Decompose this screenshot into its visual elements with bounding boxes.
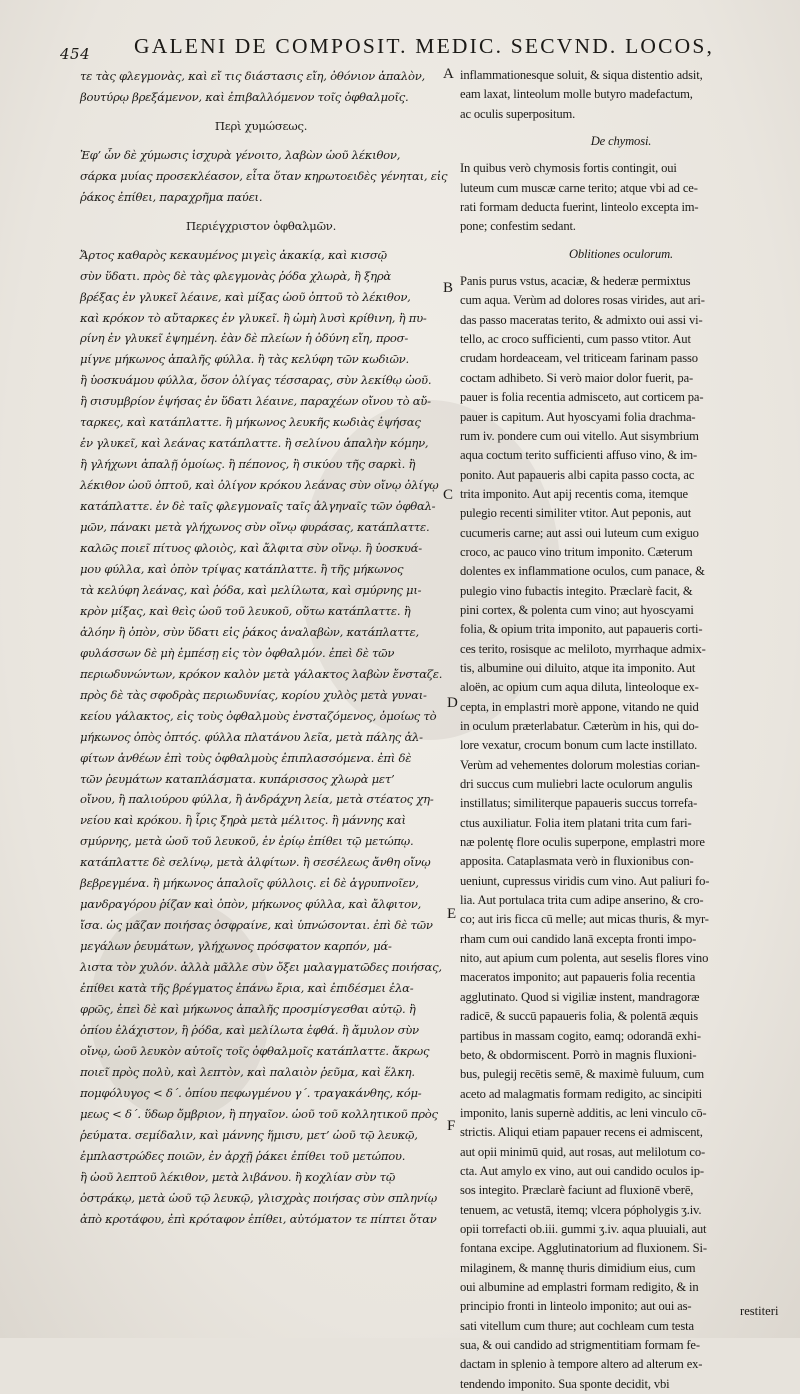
text-line: beto, & obdormiscent. Porrò in magnis fluxioni- bbox=[460, 1047, 697, 1062]
text-line: οἴνῳ, ὠοῦ λευκὸν αὐτοῖς τοῖς ὀφθαλμοῖς κατάπλαττε. ἄκρως bbox=[80, 1043, 430, 1058]
text-line: πομφόλυγος < δ΄. ὀπίου πεφωγμένου γ΄. τραγακάνθης, κόμ- bbox=[80, 1085, 422, 1100]
text-line: ἢ ὑοσκυάμου φύλλα, ὅσον ὀλίγας τέσσαρας, σὺν λεκίθῳ ὠοῦ. bbox=[80, 373, 432, 388]
greek-text-column bbox=[80, 66, 448, 1229]
text-line: pauer is folia recentia admisceto, aut corticem pa- bbox=[460, 390, 704, 405]
text-line: ἐπίθει κατὰ τῆς βρέγματος ἐπάνω ἔρια, καὶ ἐπιδέσμει ἐλα- bbox=[80, 981, 414, 996]
text-line: φρῶς, ἐπεὶ δὲ καὶ μήκωνος ἁπαλῆς προσμίσγεσθαι αὐτῷ. ἢ bbox=[80, 1001, 416, 1016]
text-line: Verùm ad vehementes dolorum molestias corian- bbox=[460, 757, 700, 772]
text-line: ἴσα. ὡς μᾶζαν ποιήσας ὀσφραίνε, καὶ ὑπνώσονται. ἐπὶ δὲ τῶν bbox=[80, 918, 433, 933]
text-line: μῶν, πάνακι μετὰ γλήχωνος σὺν οἴνῳ φυράσας, κατάπλαττε. bbox=[80, 520, 430, 535]
text-line: ctus auxiliatur. Folia item platani trita cum fari- bbox=[460, 815, 692, 830]
text-line: καὶ κρόκον τὸ αὔταρκες ἐν γλυκεῖ. ἢ ὠμὴ λυσὶ κρίθινη, ἢ πυ- bbox=[80, 310, 427, 325]
line-spacer bbox=[80, 208, 442, 216]
section-heading: Oblitiones oculorum. bbox=[568, 246, 674, 261]
section-heading: De chymosi. bbox=[590, 134, 652, 149]
line-spacer bbox=[460, 124, 782, 132]
text-line: dolentes ex inflammatione oculos, cum panace, & bbox=[460, 564, 705, 579]
text-line: ὀπίου ἐλάχιστον, ἢ ῥόδα, καὶ μελίλωτα ἑφθά. ἢ ἄμυλον σὺν bbox=[80, 1022, 419, 1037]
margin-letter-e: E bbox=[447, 906, 457, 922]
text-line: ponito. Aut papaueris albi capita passo cocta, ac bbox=[460, 467, 695, 482]
text-line: pone; confestim sedant. bbox=[460, 219, 576, 234]
text-line: eam laxat, linteolum molle butyro madefactum, bbox=[460, 87, 693, 102]
text-line: instillatus; similiterque papaueris succus torrefa- bbox=[460, 796, 698, 811]
line-spacer bbox=[460, 237, 782, 245]
text-line: ὀστράκῳ, μετὰ ὠοῦ τῷ λευκῷ, γλισχρὰς ποιήσας σὺν σπληνίῳ bbox=[80, 1190, 437, 1205]
text-line: lia. Aut portulaca trita cum adipe anserino, & cro- bbox=[460, 893, 704, 908]
text-line: φίτων ἀνθέων ἐπὶ τοὺς ὀφθαλμοὺς ἐπιπλασσόμενα. ἐπὶ δὲ bbox=[80, 750, 412, 765]
text-line: pini cortex, & polenta cum vino; aut hyoscyami bbox=[460, 602, 694, 617]
text-line: ἐμπλαστρώδες ποιῶν, ἐν ἀρχῇ ῥάκει ἐπίθει τοῦ μετώπου. bbox=[80, 1148, 406, 1163]
text-line: milaginem, & mannę thuris dimidium eius, cum bbox=[460, 1260, 696, 1275]
text-line: in oculum præterlabatur. Cæterùm in his, qui do- bbox=[460, 719, 699, 733]
line-spacer bbox=[80, 108, 442, 116]
text-line: βεβρεγμένα. ἢ μήκωνος ἁπαλοῖς φύλλοις. εἰ δὲ ἀγρυπνοῖεν, bbox=[80, 876, 419, 891]
text-line: ac oculis superpositum. bbox=[460, 106, 576, 121]
text-line: ῥεύματα. σεμίδαλιν, καὶ μάννης ἥμισυ, μετ’ ὠοῦ τῷ λευκῷ, bbox=[80, 1127, 418, 1142]
text-line: pulegio recenti similiter vtitor. Aut peponis, aut bbox=[460, 506, 692, 521]
text-line: ῥάκος ἐπίθει, παραχρῆμα παύει. bbox=[80, 189, 263, 204]
text-line: dri succus cum muliebri lacte oculorum angulis bbox=[460, 777, 693, 792]
section-heading: Περὶ χυμώσεως. bbox=[214, 118, 308, 133]
text-line: apposita. Cataplasmata verò in fluxionibus con- bbox=[460, 854, 694, 869]
text-line: aceto ad malagmatis formam redigito, ac sincipiti bbox=[460, 1086, 702, 1101]
text-line: ταρκες, καὶ κατάπλαττε. ἢ μήκωνος λευκῆς κωδιὰς ἑψήσας bbox=[80, 415, 421, 430]
text-line: ces terito, rosisque ac meliloto, myrrhaque admix- bbox=[460, 641, 706, 656]
text-line: μεως < δ΄. ὕδωρ ὄμβριον, ἢ πηγαῖον. ὠοῦ τοῦ κολλητικοῦ πρὸς bbox=[80, 1106, 438, 1121]
text-line: trita imponito. Aut apij recentis coma, itemque bbox=[460, 486, 688, 501]
text-line: βουτύρῳ βρεξάμενον, καὶ ἐπιβαλλόμενον τοῖς ὀφθαλμοῖς. bbox=[80, 89, 409, 104]
text-line: nito, aut apium cum polenta, aut seselis flores vino bbox=[460, 951, 709, 966]
text-line: τῶν ῥευμάτων καταπλάσματα. κυπάρισσος χλωρὰ μετ’ bbox=[80, 771, 395, 786]
text-line: μήκωνος ὀπὸς ὀπτός. φύλλα πλατάνου λεῖα, μετὰ πάλης ἀλ- bbox=[80, 729, 423, 744]
text-line: luteum cum muscæ carne terito; atque vbi ad ce- bbox=[460, 180, 698, 195]
text-line: μανδραγόρου ῥίζαν καὶ ὀπὸν, μήκωνος φύλλα, καὶ ἄλφιτον, bbox=[80, 897, 422, 912]
text-line: μεγάλων ῥευμάτων, γλήχωνος πρόσφατον καρπόν, μά- bbox=[80, 939, 392, 954]
text-line: rham cum oui candido lanā excepta fronti impo- bbox=[460, 931, 697, 946]
text-line: partibus in massam cogito, eamq; odorandā exhi- bbox=[460, 1028, 701, 1043]
margin-letter-f: F bbox=[447, 1118, 456, 1134]
text-line: folia, & opium trita imponito, aut papaueris corti- bbox=[460, 622, 703, 637]
text-line: τὰ κελύφη λεάνας, καὶ ῥόδα, καὶ μελίλωτα, καὶ σμύρνης μι- bbox=[80, 582, 422, 597]
line-spacer bbox=[460, 151, 782, 159]
margin-letter-c: C bbox=[443, 487, 454, 503]
line-spacer bbox=[80, 137, 442, 145]
text-line: bus, pulegij recētis semē, & maximè fuluum, cum bbox=[460, 1067, 705, 1082]
text-line: κρὸν μίξας, καὶ θεὶς ὠοῦ τοῦ λευκοῦ, οὕτω κατάπλαττε. ἢ bbox=[80, 603, 411, 618]
text-line: μου φύλλα, καὶ ὀπὸν τρίψας κατάπλαττε. ἢ τῆς μήκωνος bbox=[80, 561, 404, 576]
text-line: φυλάσσων δὲ μὴ ἐμπέσῃ εἰς τὸν ὀφθαλμόν. ἐπεὶ δὲ τῶν bbox=[80, 645, 395, 660]
text-line: coctam adhibeto. Si verò maior dolor fuerit, pa- bbox=[460, 370, 694, 385]
text-line: sos integito. Præclarè faciunt ad fluxionē vberē, bbox=[460, 1183, 694, 1198]
text-line: Ἐφ’ ὧν δὲ χύμωσις ἰσχυρὰ γένοιτο, λαβὼν ὠοῦ λέκιθον, bbox=[80, 147, 401, 162]
text-line: inflammationesque soluit, & siqua distentio adsit, bbox=[460, 68, 703, 82]
text-line: tis, albumine oui diluito, atque ita imponito. Aut bbox=[460, 660, 696, 675]
text-line: radicē, & succū papaueris folia, & polentā æquis bbox=[460, 1009, 698, 1024]
margin-letter-b: B bbox=[443, 280, 454, 296]
text-line: νείου καὶ κρόκου. ἢ ἶρις ξηρὰ μετὰ μέλιτος. ἢ μάννης καὶ bbox=[80, 813, 406, 828]
text-line: ἀλόην ἢ ὀπὸν, σὺν ὕδατι εἰς ῥάκος ἀναλαβὼν, κατάπλαττε, bbox=[80, 624, 419, 639]
margin-letter-d: D bbox=[447, 695, 458, 711]
text-line: βρέξας ἐν γλυκεῖ λέαινε, καὶ μίξας ὠοῦ ὀπτοῦ τὸ λέκιθον, bbox=[80, 289, 411, 304]
text-line: περιωδυνώντων, κρόκον καλὸν μετὰ γάλακτος λαβὼν ἔνσταζε. bbox=[80, 666, 443, 681]
running-head: GALENI DE COMPOSIT. MEDIC. SECVND. LOCOS, bbox=[134, 34, 715, 58]
text-line: tenuem, ac vetustā, itemq; vlcera pópholygis ʒ.iv. bbox=[460, 1202, 702, 1217]
text-line: lore vexatur, crocum bonum cum lacte instillato. bbox=[460, 738, 698, 753]
text-line: imponito, lanis supernè additis, ac leni vinculo cō- bbox=[460, 1105, 707, 1120]
text-line: maceratos imponito; aut papaueris folia recentia bbox=[460, 970, 696, 985]
text-line: strictis. Aliqui etiam papauer recens ei admiscent, bbox=[460, 1125, 703, 1140]
text-line: croco, ac pauco vino tritum imponito. Cæterum bbox=[460, 544, 693, 559]
text-line: λιστα τὸν χυλόν. ἀλλὰ μᾶλλε σὺν ὄξει μαλαγματῶδες ποιήσας, bbox=[80, 960, 442, 975]
text-line: rati formam deducta fuerint, linteolo excepta im- bbox=[460, 200, 699, 215]
text-line: cepta, in emplastri morè appone, vitando ne quid bbox=[460, 699, 699, 714]
text-line: das passo maceratas terito, & admixto oui assi vi- bbox=[460, 312, 703, 327]
text-line: ἢ σισυμβρίον ἑψήσας ἐν ὕδατι λέαινε, παραχέων οἴνου τὸ αὔ- bbox=[80, 394, 431, 409]
text-line: σάρκα μυίας προσεκλέασον, εἶτα ὅταν κηρωτοειδὲς γένηται, εἰς bbox=[80, 168, 448, 183]
text-line: co; aut iris ficca cū melle; aut micas thuris, & myr- bbox=[460, 912, 709, 927]
line-spacer bbox=[80, 237, 442, 245]
text-line: tendendo imponito. Sua sponte decidit, vbi bbox=[460, 1376, 670, 1391]
line-spacer bbox=[460, 264, 782, 272]
text-line: ἢ ὠοῦ λεπτοῦ λέκιθον, μετὰ λιβάνου. ἢ κοχλίαν σὺν τῷ bbox=[80, 1169, 396, 1184]
text-line: Ἄρτος καθαρὸς κεκαυμένος μιγεὶς ἀκακίᾳ, καὶ κισσῷ bbox=[80, 247, 387, 262]
text-line: dactam in splenio à tempore altero ad alterum ex- bbox=[460, 1357, 703, 1372]
text-line: σὺν ὕδατι. πρὸς δὲ τὰς φλεγμονὰς ῥόδα χλωρὰ, ἢ ξηρὰ bbox=[80, 268, 391, 283]
latin-text-column bbox=[460, 66, 782, 1394]
text-line: pulegio vino fubactis integito. Præclarè facit, & bbox=[460, 583, 693, 598]
text-line: cta. Aut amylo ex vino, aut oui candido oculos ip- bbox=[460, 1163, 704, 1178]
text-line: ποιεῖ πρὸς πολὺ, καὶ λεπτὸν, καὶ παλαιὸν ῥεῦμα, καὶ ἕλκη. bbox=[80, 1064, 415, 1079]
text-line: ueniunt, cupressus viridis cum vino. Aut paliuri fo- bbox=[460, 873, 710, 888]
text-line: λέκιθον ὠοῦ ὀπτοῦ, καὶ ὀλίγον κρόκου λεάνας σὺν οἴνῳ ὀλίγῳ bbox=[80, 478, 439, 493]
text-line: μίγνε μήκωνος ἁπαλῆς φύλλα. ἢ τὰς κελύφη τῶν κωδιῶν. bbox=[80, 352, 409, 367]
text-line: fontana excipe. Agglutinatorium ad fluxionem. Si- bbox=[460, 1241, 707, 1256]
text-line: ἀπὸ κροτάφου, ἐπὶ κρόταφον ἐπίθει, αὐτόματον τε πίπτει ὅταν bbox=[80, 1211, 437, 1226]
text-line: aloën, ac opium cum aqua diluta, linteoloque ex- bbox=[460, 680, 699, 695]
text-line: cucumeris carne; aut assi oui luteum cum exiguo bbox=[460, 525, 699, 540]
page-number: 454 bbox=[60, 45, 91, 63]
text-line: πρὸς δὲ τὰς σφοδρὰς περιωδυνίας, κορίου χυλὸς μετὰ γυναι- bbox=[80, 687, 427, 702]
text-line: næ polentę flore oculis superpone, emplastri more bbox=[460, 835, 705, 850]
text-line: καλῶς ποιεῖ πίτυος φλοιὸς, καὶ ἄλφιτα σὺν οἴνῳ. ἢ ὑοσκυά- bbox=[80, 541, 422, 556]
text-line: Panis purus vstus, acaciæ, & hederæ permixtus bbox=[460, 274, 691, 289]
text-line: ἐν γλυκεῖ, καὶ λεάνας κατάπλαττε. ἢ σελίνου ἁπαλὴν κόμην, bbox=[80, 436, 429, 451]
text-line: In quibus verò chymosis fortis contingit, oui bbox=[460, 161, 677, 176]
text-line: agglutinato. Quod si vigiliæ instent, mandragoræ bbox=[460, 989, 700, 1004]
text-line: principio fronti in linteolo imponito; aut oui as- bbox=[460, 1299, 692, 1314]
section-heading: Περιέγχριστον ὀφθαλμῶν. bbox=[185, 218, 337, 233]
text-line: κατάπλαττε. ἐν δὲ ταῖς φλεγμοναῖς ταῖς ἀλγηναῖς τῶν ὀφθαλ- bbox=[80, 499, 436, 514]
text-line: κατάπλαττε δὲ σελίνῳ, μετὰ ἀλφίτων. ἢ σεσέλεως ἄνθη οἴνῳ bbox=[80, 855, 431, 870]
text-line: rum iv. pondere cum oui vitello. Aut sisymbrium bbox=[460, 428, 699, 443]
text-line: tello, ac croco sufficienti, cum passo vtitor. Aut bbox=[460, 332, 691, 347]
text-line: oui albumine ad emplastri formam redigito, & in bbox=[460, 1279, 699, 1294]
text-line: ρίνη ἐν γλυκεῖ ἑψημένη. ἐὰν δὲ πλείων ἡ ὀδύνη εἴη, προσ- bbox=[80, 331, 408, 346]
catchword: restiteri bbox=[740, 1304, 779, 1318]
text-line: sua, & oui candido ad strigmentitiam formam fe- bbox=[460, 1338, 700, 1352]
text-line: aut opii minimū quid, aut rosas, aut melilotum co- bbox=[460, 1144, 706, 1159]
margin-letter-a: A bbox=[443, 66, 454, 82]
text-line: κείου γάλακτος, εἰς τοὺς ὀφθαλμοὺς ἐνσταζόμενος, ὁμοίως τὸ bbox=[80, 708, 437, 723]
text-line: ἢ γλήχωνι ἁπαλῇ ὁμοίως. ἢ πέπονος, ἢ σικύου τῆς σαρκὶ. ἢ bbox=[80, 457, 416, 472]
text-line: οἴνου, ἢ παλιούρου φύλλα, ἢ ἀνδράχνη λεία, μετὰ στέατος χη- bbox=[80, 792, 434, 807]
text-line: σμύρνης, μετὰ ὠοῦ τοῦ λευκοῦ, ἐν ἐρίῳ ἐπίθει τῷ μετώπῳ. bbox=[80, 834, 414, 849]
text-line: pauer is capitum. Aut hyoscyami folia drachma- bbox=[460, 409, 696, 424]
text-line: cum aqua. Verùm ad dolores rosas virides, aut ari- bbox=[460, 293, 705, 308]
text-line: aqua coctum terito sufficienti affuso vino, & im- bbox=[460, 448, 698, 463]
text-line: sati vitellum cum thure; aut cochleam cum testa bbox=[460, 1318, 694, 1333]
text-line: opii torrefacti ob.iii. gummi ʒ.iv. aqua pluuiali, aut bbox=[460, 1221, 707, 1236]
text-line: crudam hordeaceam, vel triticeam farinam passo bbox=[460, 351, 698, 366]
text-line: τε τὰς φλεγμονὰς, καὶ εἴ τις διάστασις εἴη, ὀθόνιον ἁπαλὸν, bbox=[80, 69, 425, 83]
